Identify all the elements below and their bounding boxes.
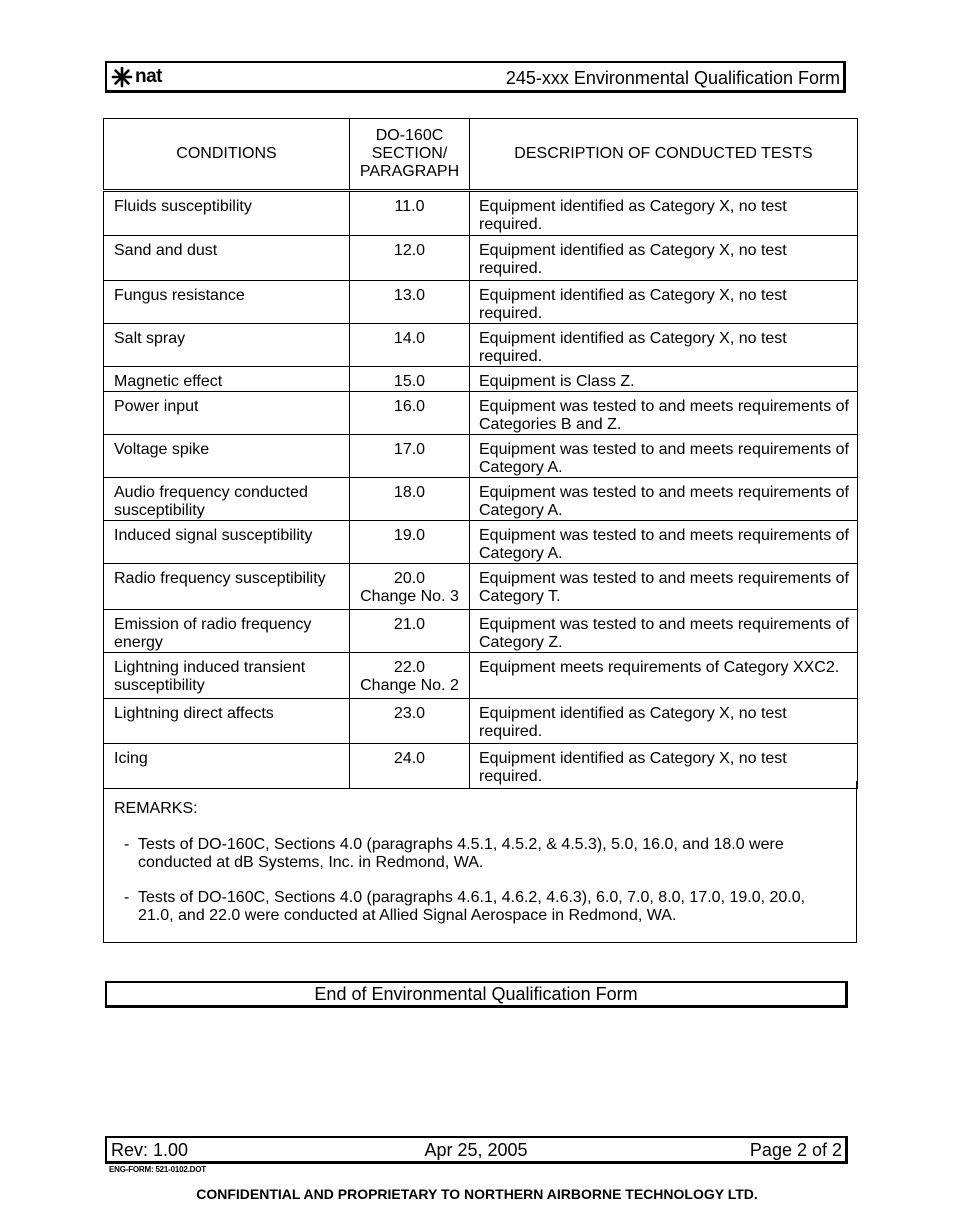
header-section-line: SECTION/ xyxy=(371,145,448,162)
document-footer xyxy=(105,1136,848,1164)
description-cell: Equipment identified as Category X, no test required. xyxy=(470,191,858,236)
description-cell: Equipment was tested to and meets requirements of Categories B and Z. xyxy=(470,392,858,435)
condition-cell: Radio frequency susceptibility xyxy=(104,564,350,610)
paragraph-cell xyxy=(350,435,470,478)
remark-text: Tests of DO-160C, Sections 4.0 (paragraphs 4.6.1, 4.6.2, 4.6.3), 6.0, 7.0, 8.0, 17.0, 19.0, 20.0, 21.0, and 22.0 were conducted at Allied Signal Aerospace in Redmond, WA. xyxy=(138,889,806,924)
description-cell: Equipment is Class Z. xyxy=(470,367,858,392)
paragraph-number: 20.0 xyxy=(393,570,426,587)
table-row xyxy=(104,191,858,236)
remarks-section xyxy=(103,781,857,943)
paragraph-cell xyxy=(350,392,470,435)
condition-cell: Voltage spike xyxy=(104,435,350,478)
header-description: DESCRIPTION OF CONDUCTED TESTS xyxy=(470,119,858,191)
paragraph-number: 18.0 xyxy=(393,484,426,501)
paragraph-cell xyxy=(350,324,470,367)
description-cell: Equipment identified as Category X, no test required. xyxy=(470,744,858,789)
condition-cell: Icing xyxy=(104,744,350,789)
table-row xyxy=(104,653,858,699)
paragraph-cell xyxy=(350,653,470,699)
paragraph-number: 24.0 xyxy=(393,750,426,767)
paragraph-number: 13.0 xyxy=(393,287,426,304)
paragraph-number: 23.0 xyxy=(393,705,426,722)
paragraph-number: 21.0 xyxy=(393,616,426,633)
paragraph-number: 15.0 xyxy=(393,373,426,390)
condition-cell: Lightning direct affects xyxy=(104,699,350,744)
paragraph-cell xyxy=(350,236,470,281)
remarks-title: REMARKS: xyxy=(114,800,198,817)
end-of-form-banner: End of Environmental Qualification Form xyxy=(105,981,848,1008)
table-row xyxy=(104,435,858,478)
logo-text: nat xyxy=(135,66,162,87)
table-row xyxy=(104,281,858,324)
condition-cell: Fluids susceptibility xyxy=(104,191,350,236)
table-body xyxy=(104,191,858,789)
paragraph-number: 19.0 xyxy=(393,527,426,544)
paragraph-number: 11.0 xyxy=(394,198,425,215)
paragraph-cell xyxy=(350,521,470,564)
remark-bullet: - xyxy=(124,836,130,853)
condition-cell: Audio frequency conducted susceptibility xyxy=(104,478,350,521)
confidentiality-notice: CONFIDENTIAL AND PROPRIETARY TO NORTHERN AIRBORNE TECHNOLOGY LTD. xyxy=(196,1186,758,1202)
condition-cell: Lightning induced transient susceptibility xyxy=(104,653,350,699)
paragraph-change-note: Change No. 3 xyxy=(360,588,459,605)
description-cell: Equipment was tested to and meets requirements of Category A. xyxy=(470,478,858,521)
remark-text: Tests of DO-160C, Sections 4.0 (paragraphs 4.5.1, 4.5.2, & 4.5.3), 5.0, 16.0, and 18.0 were conducted at dB Systems, Inc. in Redmond, WA. xyxy=(138,836,784,871)
description-cell: Equipment was tested to and meets requirements of Category A. xyxy=(470,521,858,564)
table-row xyxy=(104,236,858,281)
form-title: 245-xxx Environmental Qualification Form xyxy=(505,68,840,88)
revision-label: Rev: 1.00 xyxy=(111,1140,189,1160)
form-number: ENG-FORM: 521-0102.DOT xyxy=(109,1165,206,1174)
description-cell: Equipment was tested to and meets requirements of Category T. xyxy=(470,564,858,610)
condition-cell: Induced signal susceptibility xyxy=(104,521,350,564)
paragraph-cell xyxy=(350,478,470,521)
paragraph-number: 14.0 xyxy=(393,330,426,347)
paragraph-number: 22.0 xyxy=(393,659,426,676)
description-cell: Equipment identified as Category X, no test required. xyxy=(470,324,858,367)
description-cell: Equipment was tested to and meets requirements of Category A. xyxy=(470,435,858,478)
table-row xyxy=(104,610,858,653)
table-row xyxy=(104,521,858,564)
paragraph-cell xyxy=(350,610,470,653)
header-section-line: PARAGRAPH xyxy=(359,163,460,180)
paragraph-cell xyxy=(350,699,470,744)
paragraph-cell xyxy=(350,564,470,610)
condition-cell: Fungus resistance xyxy=(104,281,350,324)
header-section-paragraph xyxy=(350,119,470,191)
star-burst-logo-icon xyxy=(111,66,133,88)
description-cell: Equipment identified as Category X, no test required. xyxy=(470,236,858,281)
remark-item xyxy=(124,836,844,872)
table-header-row xyxy=(104,119,858,191)
table-row xyxy=(104,392,858,435)
condition-cell: Salt spray xyxy=(104,324,350,367)
description-cell: Equipment identified as Category X, no test required. xyxy=(470,281,858,324)
document-header xyxy=(105,61,846,93)
paragraph-cell xyxy=(350,367,470,392)
description-cell: Equipment was tested to and meets requirements of Category Z. xyxy=(470,610,858,653)
condition-cell: Sand and dust xyxy=(104,236,350,281)
table-row xyxy=(104,367,858,392)
table-row xyxy=(104,478,858,521)
paragraph-number: 17.0 xyxy=(393,441,426,458)
header-conditions: CONDITIONS xyxy=(104,119,350,191)
qualification-table xyxy=(103,118,858,789)
paragraph-cell xyxy=(350,281,470,324)
condition-cell: Emission of radio frequency energy xyxy=(104,610,350,653)
condition-cell: Power input xyxy=(104,392,350,435)
paragraph-change-note: Change No. 2 xyxy=(360,677,459,694)
paragraph-number: 16.0 xyxy=(393,398,426,415)
description-cell: Equipment identified as Category X, no test required. xyxy=(470,699,858,744)
condition-cell: Magnetic effect xyxy=(104,367,350,392)
page-number: Page 2 of 2 xyxy=(749,1140,842,1160)
header-section-line: DO-160C xyxy=(375,127,444,144)
table-row xyxy=(104,699,858,744)
remark-item xyxy=(124,889,844,925)
paragraph-number: 12.0 xyxy=(393,242,426,259)
paragraph-cell xyxy=(350,191,470,236)
description-cell: Equipment meets requirements of Category XXC2. xyxy=(470,653,858,699)
footer-date: Apr 25, 2005 xyxy=(424,1140,528,1160)
remark-bullet: - xyxy=(124,889,130,906)
company-logo xyxy=(111,65,162,89)
table-row xyxy=(104,564,858,610)
table-row xyxy=(104,324,858,367)
